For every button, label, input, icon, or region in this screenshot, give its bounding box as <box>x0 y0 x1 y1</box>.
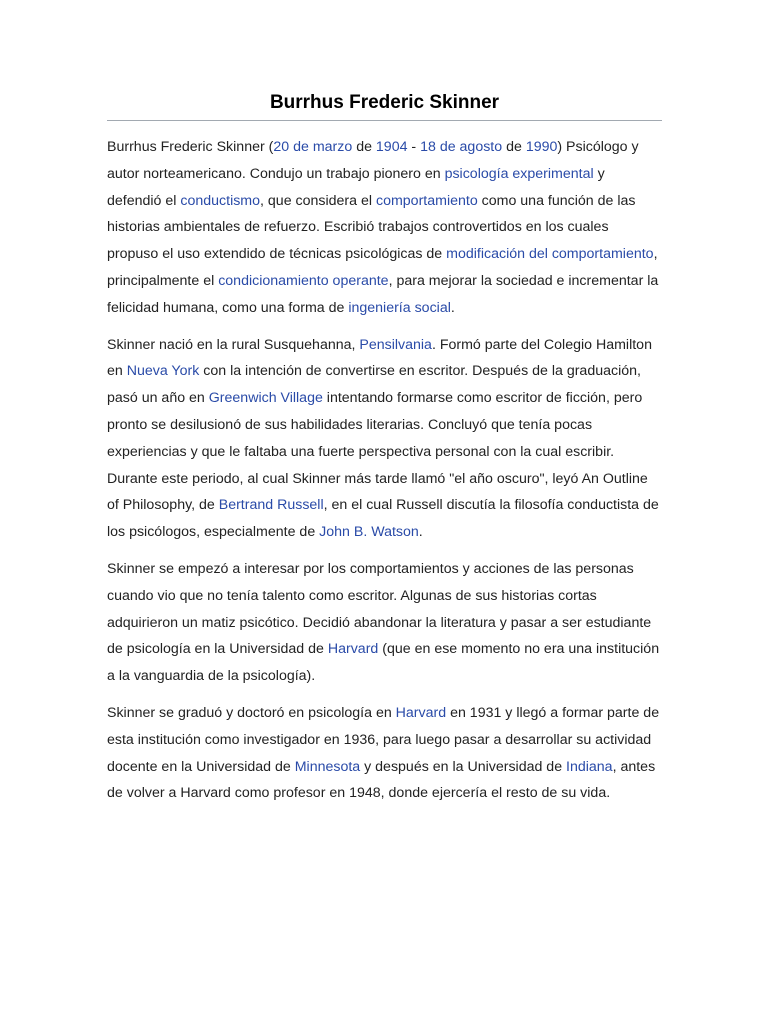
paragraph-text: Skinner se graduó y doctoró en psicología en <box>107 704 396 721</box>
wiki-link[interactable]: Harvard <box>395 704 447 721</box>
paragraph-text: , que considera el <box>260 192 376 209</box>
wiki-link[interactable]: ingeniería social <box>348 299 451 316</box>
wiki-link[interactable]: Pensilvania <box>359 336 432 353</box>
paragraph-text: como una función de las historias ambientales de refuerzo. Escribió trabajos controvertidos en los cuales propuso el uso extendido de técnicas psicológicas de <box>107 192 636 263</box>
paragraph-text: - <box>407 139 421 155</box>
wiki-link[interactable]: psicología experimental <box>444 165 594 182</box>
wiki-link[interactable]: Bertrand Russell <box>218 497 324 514</box>
paragraph-text: y defendió el <box>107 165 605 209</box>
paragraph-text: de <box>502 139 526 155</box>
wiki-link[interactable]: conductismo <box>180 192 261 209</box>
article <box>107 92 662 807</box>
wiki-link[interactable]: Greenwich Village <box>208 390 323 407</box>
paragraph-text: (que en ese momento no era una institución a la vanguardia de la psicología). <box>107 641 660 685</box>
paragraph-text: , principalmente el <box>107 246 658 289</box>
paragraph-text: de <box>352 139 376 155</box>
paragraph-text: . Formó parte del Colegio Hamilton en <box>107 336 652 380</box>
wiki-link[interactable]: John B. Watson <box>319 524 419 541</box>
wiki-link[interactable]: 1904 <box>375 139 408 155</box>
wiki-link[interactable]: Nueva York <box>126 363 200 380</box>
paragraph <box>107 332 662 546</box>
paragraph-text: y después en la Universidad de <box>360 758 567 775</box>
paragraph-text: , para mejorar la sociedad e incrementar la felicidad humana, como una forma de <box>107 272 659 316</box>
paragraph <box>107 700 662 807</box>
wiki-link[interactable]: Harvard <box>327 641 379 658</box>
paragraph-text: ) Psicólogo y autor norteamericano. Condujo un trabajo pionero en <box>107 139 639 182</box>
paragraph-text: Skinner nació en la rural Susquehanna, <box>107 336 360 353</box>
wiki-link[interactable]: Minnesota <box>294 758 361 775</box>
wiki-link[interactable]: comportamiento <box>375 192 478 209</box>
wiki-link[interactable]: 18 de agosto <box>420 139 503 155</box>
paragraph <box>107 556 662 690</box>
paragraph-text: Skinner se empezó a interesar por los comportamientos y acciones de las personas cuando vio que no tenía talento como escritor. Algunas de sus historias cortas adquirieron un matiz psicótico. Decidió abandonar la literatura y pasar a ser estudiante de psicología en la Universidad de <box>107 560 652 658</box>
wiki-link[interactable]: condicionamiento operante <box>218 272 389 289</box>
wiki-link[interactable]: 1990 <box>525 139 558 155</box>
page-title: Burrhus Frederic Skinner <box>107 92 662 121</box>
paragraph-text: intentando formarse como escritor de ficción, pero pronto se desilusionó de sus habilidades literarias. Concluyó que tenía pocas experiencias y que le faltaba una fuerte perspectiva personal con la cual escribir. Durante este periodo, al cual Skinner más tarde llamó "el año oscuro", leyó An Outline of Philosophy, de <box>107 390 648 514</box>
wiki-link[interactable]: Indiana <box>566 758 613 775</box>
paragraph-text: Burrhus Frederic Skinner ( <box>107 139 274 155</box>
paragraph-text: , en el cual Russell discutía la filosofía conductista de los psicólogos, especialmente de <box>107 497 659 541</box>
paragraph <box>107 134 662 322</box>
paragraph-text: , antes de volver a Harvard como profesor en 1948, donde ejercería el resto de su vida. <box>107 758 656 802</box>
wiki-link[interactable]: 20 de marzo <box>273 139 353 155</box>
paragraph-text: . <box>418 524 423 541</box>
wiki-link[interactable]: modificación del comportamiento <box>446 246 654 263</box>
paragraph-text: . <box>450 299 455 316</box>
paragraph-text: en 1931 y llegó a formar parte de esta institución como investigador en 1936, para luego pasar a desarrollar su actividad docente en la Universidad de <box>107 704 660 775</box>
article-body <box>107 134 662 807</box>
paragraph-text: con la intención de convertirse en escritor. Después de la graduación, pasó un año en <box>107 363 641 407</box>
